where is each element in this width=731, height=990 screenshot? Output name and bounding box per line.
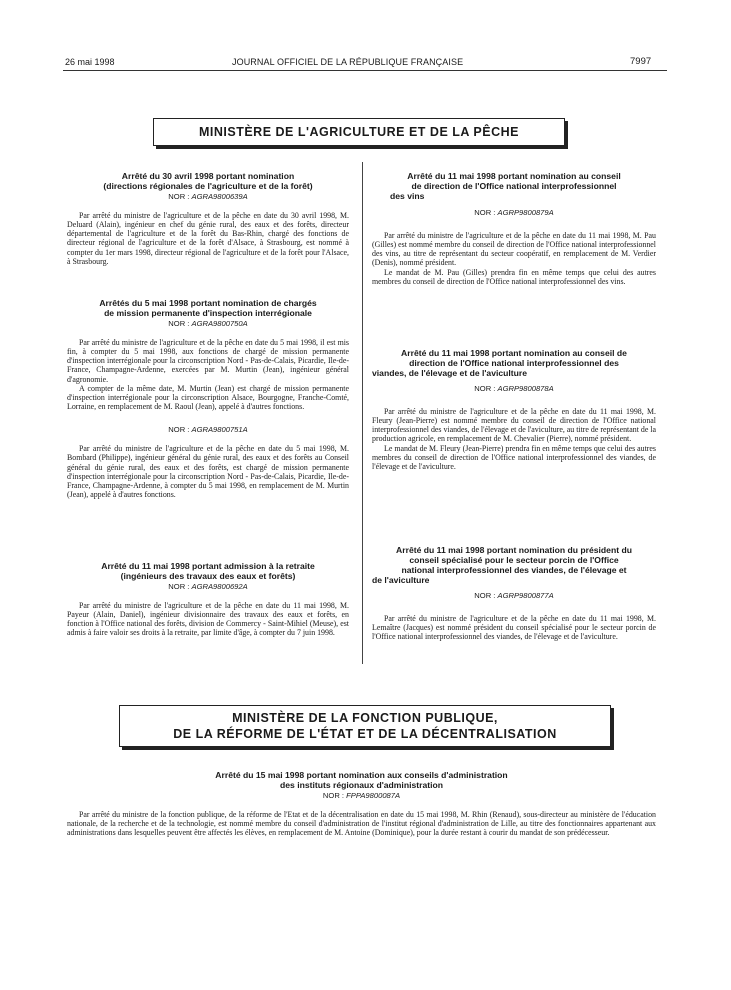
nor-reference: NOR : AGRA9800751A	[168, 425, 248, 435]
article-paragraph: Par arrêté du ministre de l'agriculture et de la pêche en date du 5 mai 1998, il est mis fin, à compter du 5 mai 1998, aux fonctions de chargé de mission permanente d'inspection interrégionale pour la circonscription Nord - Pas-de-Calais, Picardie, Ile-de-France, Champagne-Ardenne, exercées par M. Murtin (Jean), ingénieur général d'agronomie.	[67, 338, 349, 384]
article-title-line: de l'aviculture	[372, 575, 430, 585]
article-title-line: conseil spécialisé pour le secteur porcin de l'Office	[409, 555, 619, 565]
ministry-fonction-publique-line1: MINISTÈRE DE LA FONCTION PUBLIQUE,	[232, 711, 498, 725]
column-divider	[362, 162, 363, 664]
article-title-line: Arrêtés du 5 mai 1998 portant nomination de chargés	[99, 298, 317, 308]
arretes-charges-mission	[67, 298, 349, 499]
ministry-fonction-publique-box	[119, 705, 611, 747]
article-paragraph: Par arrêté du ministre de l'agriculture et de la pêche en date du 30 avril 1998, M. Deluard (Alain), ingénieur en chef du génie rural, des eaux et des forêts, directeur départemental de l'agriculture et de la forêt du Bas-Rhin, chargé des fonctions de directeur régional de l'agriculture et de la forêt d'Alsace, à Strasbourg, est nommé à compter du 1er mars 1998, directeur régional de l'agriculture et de la forêt pour l'Alsace, à Strasbourg.	[67, 211, 349, 266]
header-date: 26 mai 1998	[65, 57, 115, 67]
article-paragraph: A compter de la même date, M. Murtin (Jean) est chargé de mission permanente d'inspection interrégionale pour la circonscription Alsace, Bourgogne, Franche-Comté, Lorraine, en remplacement de M. Raoul (Jean), appelé à d'autres fonctions.	[67, 383, 349, 412]
article-title-line: des vins	[390, 191, 425, 201]
article-title-line: national interprofessionnel des viandes, de l'élevage et	[401, 565, 627, 575]
header-rule	[63, 70, 667, 71]
article-title-line: viandes, de l'élevage et de l'aviculture	[372, 368, 528, 378]
article-title-line: Arrêté du 11 mai 1998 portant nomination au conseil de	[401, 348, 627, 358]
article-title-line: Arrêté du 15 mai 1998 portant nomination aux conseils d'administration	[215, 770, 508, 780]
article-title-line: Arrêté du 11 mai 1998 portant admission à la retraite	[101, 561, 315, 571]
article-title-line: des instituts régionaux d'administration	[280, 780, 443, 790]
nor-reference: NOR : AGRA9800692A	[168, 582, 248, 591]
arrete-instituts-regionaux	[67, 770, 656, 837]
article-paragraph: Le mandat de M. Fleury (Jean-Pierre) prendra fin en même temps que celui des autres membres du conseil de direction de l'Office national interprofessionnel des viandes, de l'élevage et de l'aviculture.	[372, 443, 656, 471]
nor-reference: NOR : AGRA9800639A	[168, 192, 248, 201]
article-title-line: Arrêté du 30 avril 1998 portant nomination	[121, 171, 295, 181]
article-paragraph: Par arrêté du ministre de l'agriculture et de la pêche en date du 11 mai 1998, M. Fleury (Jean-Pierre) est nommé membre du conseil de direction de l'Office national interprofessionnel des viandes, de l'élevage et de l'aviculture, au titre de représentant de la production agricole, en remplacement de M. Chevalier (Pierre), nommé président.	[372, 407, 656, 444]
ministry-agriculture-box	[153, 118, 565, 146]
ministry-agriculture-title: MINISTÈRE DE L'AGRICULTURE ET DE LA PÊCHE	[198, 125, 519, 139]
arrete-president-porcin	[372, 545, 656, 641]
article-title-line: Arrêté du 11 mai 1998 portant nomination du président du	[396, 545, 632, 555]
article-paragraph: Par arrêté du ministre de l'agriculture et de la pêche en date du 5 mai 1998, M. Bombard (Philippe), ingénieur général du génie rural, des eaux et des forêts au Conseil général du génie rural, des eaux et des forêts, est chargé de mission permanente d'inspection interrégionale pour la circonscription Nord - Pas-de-Calais, Picardie, Ile-de-France, Champagne-Ardenne, à compter du 5 mai 1998, en remplacement de M. Murtin (Jean), appelé à d'autres fonctions.	[67, 444, 349, 500]
article-paragraph: Par arrêté du ministre de la fonction publique, de la réforme de l'Etat et de la décentralisation en date du 15 mai 1998, M. Rhin (Renaud), sous-directeur au ministère de l'éducation nationale, de la recherche et de la technologie, est nommé membre du conseil d'administration de l'institut régional d'administration de Lille, au titre des fonctionnaires appartenant aux administrations dans lesquelles peuvent être affectés les élèves, en remplacement de M. Antoine (Dominique), pour la durée restant à courir du mandat de son prédécesseur.	[67, 810, 656, 838]
article-title-line: Arrêté du 11 mai 1998 portant nomination au conseil	[407, 171, 621, 181]
article-paragraph: Par arrêté du ministre de l'agriculture et de la pêche en date du 11 mai 1998, M. Pau (Gilles) est nommé membre du conseil de direction de l'Office national interprofessionnel des vins, au titre de représentant du secteur coopératif, en remplacement de M. Verdier (Denis), nommé président.	[372, 231, 656, 268]
article-title-line: (directions régionales de l'agriculture et de la forêt)	[103, 181, 313, 191]
article-title-line: (ingénieurs des travaux des eaux et forêts)	[120, 571, 296, 581]
journal-title: JOURNAL OFFICIEL DE LA RÉPUBLIQUE FRANÇAISE	[232, 57, 464, 67]
nor-reference: NOR : AGRA9800750A	[168, 319, 248, 328]
arrete-conseil-vins	[372, 171, 656, 286]
arrete-conseil-viandes	[372, 348, 656, 471]
arrete-directions-regionales	[67, 171, 349, 266]
nor-reference: NOR : AGRP9800877A	[474, 591, 554, 600]
article-title-line: direction de l'Office national interprofessionnel des	[409, 358, 619, 368]
page-number: 7997	[630, 56, 652, 67]
arrete-admission-retraite	[67, 561, 349, 638]
ministry-fonction-publique-line2: DE LA RÉFORME DE L'ÉTAT ET DE LA DÉCENTRALISATION	[173, 727, 557, 741]
article-title-line: de direction de l'Office national interprofessionnel	[411, 181, 617, 191]
nor-reference: NOR : AGRP9800878A	[474, 384, 554, 393]
article-paragraph: Le mandat de M. Pau (Gilles) prendra fin en même temps que celui des autres membres du conseil de direction de l'Office national interprofessionnel des vins.	[372, 267, 656, 286]
article-title-line: de mission permanente d'inspection interrégionale	[104, 308, 312, 318]
article-paragraph: Par arrêté du ministre de l'agriculture et de la pêche en date du 11 mai 1998, M. Payeur (Alain, Daniel), ingénieur divisionnaire des travaux des eaux et forêts, en fonction à l'Office national des forêts, division de Commercy - Saint-Mihiel (Meuse), est admis à faire valoir ses droits à la retraite, par limite d'âge, à compter du 7 juin 1998.	[67, 601, 349, 638]
article-paragraph: Par arrêté du ministre de l'agriculture et de la pêche en date du 11 mai 1998, M. Lemaître (Jacques) est nommé président du conseil spécialisé pour le secteur porcin de l'Office national interprofessionnel des viandes, de l'élevage et de l'aviculture.	[372, 614, 656, 642]
nor-reference: NOR : AGRP9800879A	[474, 208, 554, 217]
nor-reference: NOR : FPPA9800087A	[322, 791, 401, 800]
